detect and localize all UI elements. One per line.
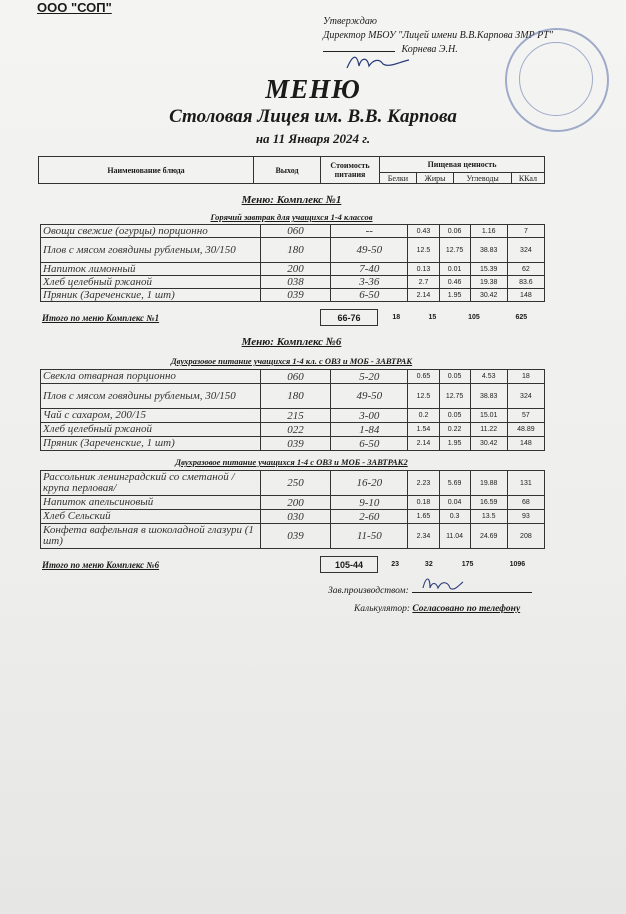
table-row xyxy=(41,510,545,524)
dish-fats: 0.22 xyxy=(439,423,470,437)
table-row xyxy=(41,409,545,423)
dish-cost: 1-84 xyxy=(331,423,408,437)
complex1-total-label: Итого по меню Комплекс №1 xyxy=(42,312,160,323)
dish-proteins: 2.14 xyxy=(408,289,439,302)
dish-output: 039 xyxy=(260,437,330,451)
complex1-total-carbs: 105 xyxy=(468,314,480,321)
dish-carbs: 15.01 xyxy=(470,409,507,423)
dish-carbs: 4.53 xyxy=(470,370,507,384)
dish-output: 022 xyxy=(260,423,330,437)
header-proteins: Белки xyxy=(380,173,417,184)
footer-calculator-label: Калькулятор: xyxy=(354,604,411,614)
dish-kcal: 324 xyxy=(507,238,544,263)
dish-output: 200 xyxy=(260,496,330,510)
dish-output: 180 xyxy=(260,238,330,263)
dish-carbs: 19.38 xyxy=(470,276,507,289)
dish-kcal: 208 xyxy=(507,524,544,549)
dish-carbs: 38.83 xyxy=(470,384,507,409)
dish-proteins: 2.7 xyxy=(408,276,439,289)
header-output: Выход xyxy=(254,157,321,184)
dish-fats: 0.05 xyxy=(439,409,470,423)
table-row xyxy=(41,370,545,384)
table-row xyxy=(41,276,545,289)
dish-name: Хлеб целебный ржаной xyxy=(41,423,261,437)
dish-kcal: 48.89 xyxy=(507,423,544,437)
dish-proteins: 0.43 xyxy=(408,225,439,238)
dish-kcal: 148 xyxy=(507,437,544,451)
table-row xyxy=(41,471,545,496)
complex1-title: Меню: Комплекс №1 xyxy=(241,194,342,206)
table-row xyxy=(41,384,545,409)
dish-fats: 11.04 xyxy=(439,524,470,549)
dish-fats: 12.75 xyxy=(439,238,470,263)
dish-output: 038 xyxy=(260,276,330,289)
table-header xyxy=(38,156,545,184)
dish-proteins: 2.34 xyxy=(408,524,439,549)
dish-name: Напиток лимонный xyxy=(41,263,261,276)
dish-cost: 5-20 xyxy=(331,370,408,384)
dish-carbs: 11.22 xyxy=(470,423,507,437)
dish-carbs: 30.42 xyxy=(470,289,507,302)
dish-fats: 1.95 xyxy=(439,437,470,451)
complex6-subtitle1: Двухразовое питание учащихся 1-4 кл. с ОВЗ и МОБ - ЗАВТРАК xyxy=(170,356,413,366)
complex6-title: Меню: Комплекс №6 xyxy=(241,336,342,348)
footer-calculator xyxy=(354,604,520,614)
header-name: Наименование блюда xyxy=(39,157,254,184)
dish-output: 215 xyxy=(260,409,330,423)
complex6-table2 xyxy=(40,470,545,549)
dish-cost: 6-50 xyxy=(331,437,408,451)
dish-kcal: 131 xyxy=(507,471,544,496)
dish-fats: 0.06 xyxy=(439,225,470,238)
complex6-total-kcal: 1096 xyxy=(509,561,526,568)
dish-kcal: 148 xyxy=(507,289,544,302)
dish-name: Конфета вафельная в шоколадной глазури (1 шт) xyxy=(41,524,261,549)
dish-cost: 7-40 xyxy=(331,263,408,276)
dish-kcal: 18 xyxy=(507,370,544,384)
complex6-subtitle2: Двухразовое питание учащихся 1-4 с ОВЗ и МОБ - ЗАВТРАК2 xyxy=(175,457,408,467)
dish-fats: 0.01 xyxy=(439,263,470,276)
dish-carbs: 15.39 xyxy=(470,263,507,276)
dish-carbs: 13.5 xyxy=(470,510,507,524)
header-cost: Стоимость питания xyxy=(321,157,380,184)
page-subtitle: Столовая Лицея им. В.В. Карпова xyxy=(169,106,457,127)
complex6-total-proteins: 23 xyxy=(391,561,399,568)
dish-name: Пряник (Зареченские, 1 шт) xyxy=(41,289,261,302)
complex1-total-fats: 15 xyxy=(428,314,437,321)
dish-output: 250 xyxy=(260,471,330,496)
dish-name: Овощи свежие (огурцы) порционно xyxy=(41,225,261,238)
dish-carbs: 16.59 xyxy=(470,496,507,510)
dish-cost: 11-50 xyxy=(331,524,408,549)
dish-output: 200 xyxy=(260,263,330,276)
dish-proteins: 0.65 xyxy=(408,370,439,384)
dish-cost: -- xyxy=(331,225,408,238)
dish-proteins: 2.14 xyxy=(408,437,439,451)
complex6-total-label: Итого по меню Комплекс №6 xyxy=(42,559,160,570)
dish-fats: 5.69 xyxy=(439,471,470,496)
header-kcal: ККал xyxy=(511,173,544,184)
dish-output: 060 xyxy=(260,370,330,384)
dish-kcal: 62 xyxy=(507,263,544,276)
header-nutrition: Пищевая ценность xyxy=(380,157,545,173)
dish-output: 180 xyxy=(260,384,330,409)
dish-cost: 3-36 xyxy=(331,276,408,289)
dish-kcal: 68 xyxy=(507,496,544,510)
dish-name: Плов с мясом говядины рубленым, 30/150 xyxy=(41,384,261,409)
dish-name: Свекла отварная порционно xyxy=(41,370,261,384)
dish-carbs: 1.16 xyxy=(470,225,507,238)
complex6-total-fats: 32 xyxy=(424,561,433,568)
dish-cost: 6-50 xyxy=(331,289,408,302)
table-row xyxy=(41,238,545,263)
complex1-total-cost: 66-76 xyxy=(321,310,378,326)
dish-carbs: 24.69 xyxy=(470,524,507,549)
dish-proteins: 0.2 xyxy=(408,409,439,423)
dish-name: Хлеб Сельский xyxy=(41,510,261,524)
dish-cost: 9-10 xyxy=(331,496,408,510)
dish-proteins: 12.5 xyxy=(408,238,439,263)
dish-name: Напиток апельсиновый xyxy=(41,496,261,510)
complex1-total xyxy=(40,309,545,326)
dish-name: Рассольник ленинградский со сметаной /крупа перловая/ xyxy=(41,471,261,496)
header-fats: Жиры xyxy=(416,173,454,184)
complex6-total-carbs: 175 xyxy=(461,561,474,568)
dish-carbs: 38.83 xyxy=(470,238,507,263)
dish-proteins: 2.23 xyxy=(408,471,439,496)
dish-cost: 3-00 xyxy=(331,409,408,423)
dish-fats: 0.46 xyxy=(439,276,470,289)
dish-output: 039 xyxy=(260,524,330,549)
approval-line2: Директор МБОУ "Лицей имени В.В.Карпова ЗМР РТ" xyxy=(323,30,553,41)
page-title: МЕНЮ xyxy=(265,74,361,104)
complex6-total xyxy=(40,556,545,573)
dish-name: Пряник (Зареченские, 1 шт) xyxy=(41,437,261,451)
dish-fats: 12.75 xyxy=(439,384,470,409)
complex1-subtitle: Горячий завтрак для учащихся 1-4 классов xyxy=(210,212,373,222)
dish-name: Хлеб целебный ржаной xyxy=(41,276,261,289)
dish-output: 060 xyxy=(260,225,330,238)
dish-kcal: 7 xyxy=(507,225,544,238)
complex6-total-cost: 105-44 xyxy=(321,557,378,573)
dish-cost: 2-60 xyxy=(331,510,408,524)
dish-proteins: 1.65 xyxy=(408,510,439,524)
dish-kcal: 57 xyxy=(507,409,544,423)
dish-proteins: 1.54 xyxy=(408,423,439,437)
dish-carbs: 30.42 xyxy=(470,437,507,451)
table-row xyxy=(41,437,545,451)
footer-production-label: Зав.производством: xyxy=(328,586,409,596)
complex1-table xyxy=(40,224,545,302)
dish-fats: 0.05 xyxy=(439,370,470,384)
table-row xyxy=(41,263,545,276)
menu-date: на 11 Января 2024 г. xyxy=(255,131,371,146)
organization-name: ООО "СОП" xyxy=(37,0,112,15)
dish-name: Плов с мясом говядины рубленым, 30/150 xyxy=(41,238,261,263)
approval-signer: Корнева Э.Н. xyxy=(401,44,458,55)
table-row xyxy=(41,289,545,302)
complex1-total-proteins: 18 xyxy=(392,314,401,321)
approval-line1: Утверждаю xyxy=(323,16,377,27)
dish-proteins: 0.13 xyxy=(408,263,439,276)
dish-cost: 16-20 xyxy=(331,471,408,496)
header-carbs: Углеводы xyxy=(454,173,511,184)
director-signature-icon xyxy=(343,50,413,74)
dish-fats: 1.95 xyxy=(439,289,470,302)
dish-fats: 0.3 xyxy=(439,510,470,524)
dish-proteins: 0.18 xyxy=(408,496,439,510)
footer-production xyxy=(328,586,532,596)
dish-kcal: 93 xyxy=(507,510,544,524)
dish-fats: 0.04 xyxy=(439,496,470,510)
dish-kcal: 324 xyxy=(507,384,544,409)
complex6-table1 xyxy=(40,369,545,451)
dish-proteins: 12.5 xyxy=(408,384,439,409)
table-row xyxy=(41,496,545,510)
table-row xyxy=(41,423,545,437)
dish-carbs: 19.88 xyxy=(470,471,507,496)
dish-kcal: 83.6 xyxy=(507,276,544,289)
table-row xyxy=(41,524,545,549)
dish-name: Чай с сахаром, 200/15 xyxy=(41,409,261,423)
dish-cost: 49-50 xyxy=(331,238,408,263)
footer-agreed: Согласовано по телефону xyxy=(412,604,521,614)
dish-output: 030 xyxy=(260,510,330,524)
table-row xyxy=(41,225,545,238)
dish-cost: 49-50 xyxy=(331,384,408,409)
dish-output: 039 xyxy=(260,289,330,302)
complex1-total-kcal: 625 xyxy=(515,314,528,321)
footer-signature-line xyxy=(412,592,532,593)
